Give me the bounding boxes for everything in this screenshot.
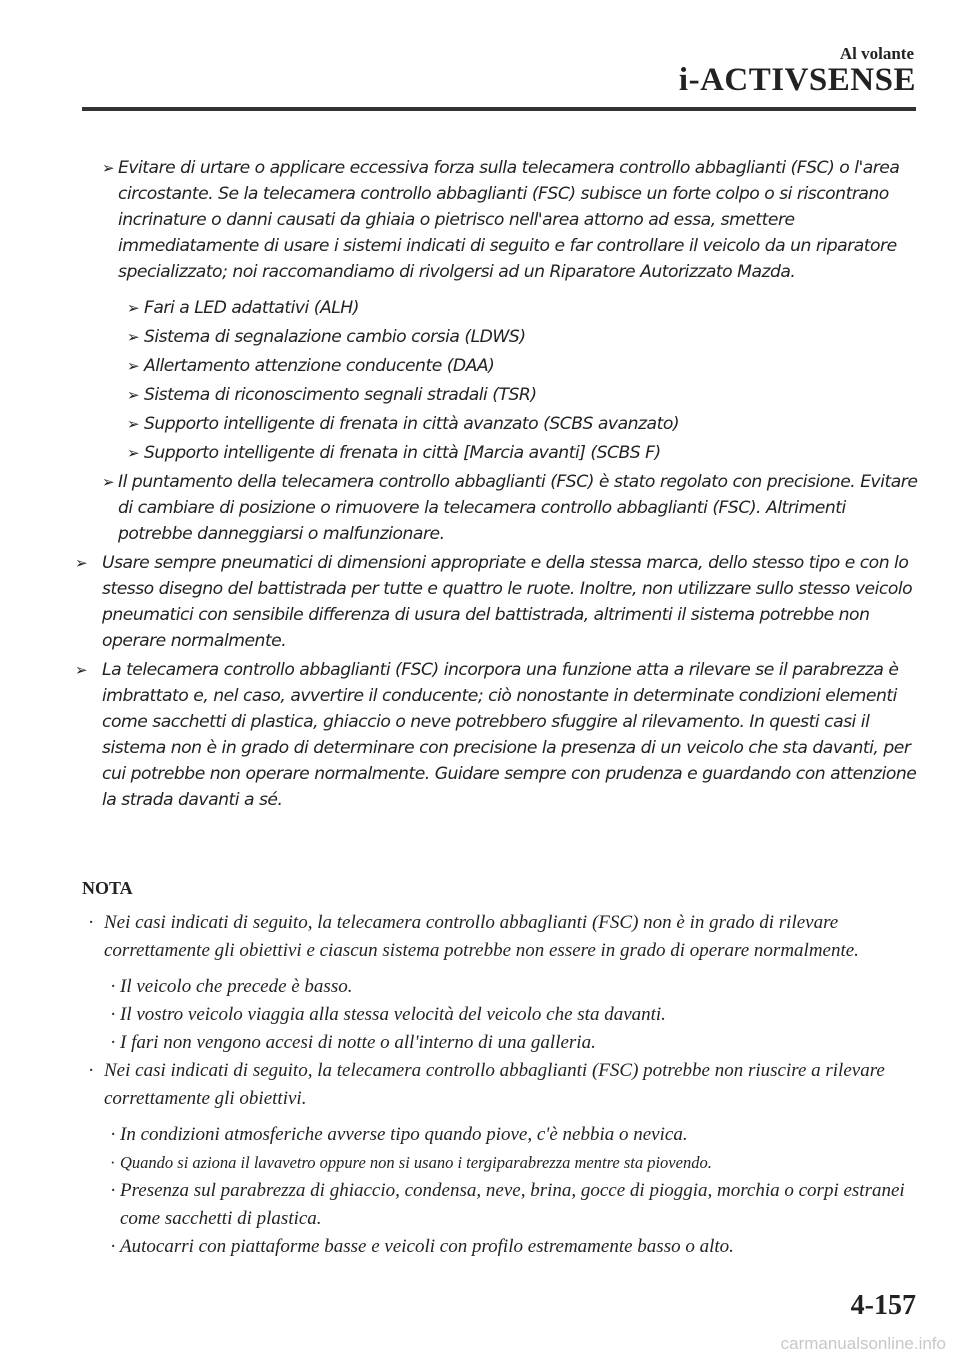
system-item: [72, 382, 920, 408]
chapter-title: i-ACTIVSENSE: [678, 62, 916, 98]
condition-item: [82, 1121, 912, 1149]
condition-list: [82, 1121, 912, 1261]
system-item: [72, 411, 920, 437]
caution-item: [72, 469, 920, 547]
condition-text: Il veicolo che precede è basso.: [120, 976, 353, 997]
condition-text: Il vostro veicolo viaggia alla stessa velocità del veicolo che sta davanti.: [120, 1004, 666, 1025]
section-label: Al volante: [839, 44, 914, 63]
arrow-bullet-icon: ➢: [75, 554, 88, 572]
dot-bullet-icon: ·: [88, 912, 95, 933]
dot-bullet-icon: ·: [88, 1060, 95, 1081]
condition-item: [82, 1177, 912, 1233]
note-text: Nei casi indicati di seguito, la telecamera controllo abbaglianti (FSC) potrebbe non riuscire a rilevare correttamente gli obiettivi.: [104, 1060, 885, 1109]
caution-text: Il puntamento della telecamera controllo abbaglianti (FSC) è stato regolato con precisione. Evitare di cambiare di posizione o rimuovere la telecamera controllo abbaglianti (FSC). Altrimenti potrebbe danneggiarsi o malfunzionare.: [118, 472, 918, 544]
system-item: [72, 353, 920, 379]
dot-bullet-icon: ·: [110, 1153, 116, 1172]
arrow-bullet-icon: ➢: [127, 444, 140, 462]
condition-text: Quando si aziona il lavavetro oppure non si usano i tergiparabrezza mentre sta piovendo.: [120, 1153, 712, 1172]
caution-item: [72, 550, 920, 654]
arrow-bullet-icon: ➢: [127, 299, 140, 317]
caution-item: [72, 657, 920, 813]
arrow-bullet-icon: ➢: [127, 357, 140, 375]
arrow-bullet-icon: ➢: [102, 473, 115, 491]
note-text: Nei casi indicati di seguito, la telecamera controllo abbaglianti (FSC) non è in grado di rilevare correttamente gli obiettivi e ciascun sistema potrebbe non essere in grado di operare normalmente.: [104, 912, 859, 961]
system-item-label: Fari a LED adattativi (ALH): [144, 298, 359, 318]
note-item: [82, 909, 912, 965]
caution-item: [72, 155, 920, 285]
condition-list: [82, 973, 912, 1057]
dot-bullet-icon: ·: [110, 976, 117, 997]
condition-text: Autocarri con piattaforme basse e veicoli con profilo estremamente basso o alto.: [120, 1236, 734, 1257]
system-item-label: Allertamento attenzione conducente (DAA): [144, 356, 495, 376]
watermark: carmanualsonline.info: [780, 1334, 946, 1353]
system-item: [72, 295, 920, 321]
system-list: [72, 295, 920, 466]
system-item-label: Supporto intelligente di frenata in città [Marcia avanti] (SCBS F): [144, 443, 661, 463]
caution-text: La telecamera controllo abbaglianti (FSC) incorpora una funzione atta a rilevare se il parabrezza è imbrattato e, nel caso, avvertire il conducente; ciò nonostante in determinate condizioni elementi come sacchetti di plastica, ghiaccio o neve potrebbero sfuggire al rilevamento. In questi casi il sistema non è in grado di determinare con precisione la presenza di un veicolo che sta davanti, per cui potrebbe non operare normalmente. Guidare sempre con prudenza e guardando con attenzione la strada davanti a sé.: [102, 660, 917, 810]
note-item: [82, 1057, 912, 1113]
note-heading: NOTA: [82, 878, 133, 898]
dot-bullet-icon: ·: [110, 1180, 117, 1201]
system-item: [72, 324, 920, 350]
arrow-bullet-icon: ➢: [127, 415, 140, 433]
system-item-label: Sistema di segnalazione cambio corsia (LDWS): [144, 327, 526, 347]
dot-bullet-icon: ·: [110, 1032, 117, 1053]
system-item-label: Supporto intelligente di frenata in città avanzato (SCBS avanzato): [144, 414, 680, 434]
condition-item: [82, 1029, 912, 1057]
dot-bullet-icon: ·: [110, 1236, 117, 1257]
arrow-bullet-icon: ➢: [75, 661, 88, 679]
page-number: 4-157: [850, 1290, 916, 1321]
caution-text: Usare sempre pneumatici di dimensioni appropriate e della stessa marca, dello stesso tipo e con lo stesso disegno del battistrada per tutte e quattro le ruote. Inoltre, non utilizzare sullo stesso veicolo pneumatici con sensibile differenza di usura del battistrada, altrimenti il sistema potrebbe non operare normalmente.: [102, 553, 913, 651]
caution-list: [72, 155, 920, 813]
header-rule: [82, 107, 916, 111]
condition-text: In condizioni atmosferiche avverse tipo quando piove, c'è nebbia o nevica.: [120, 1124, 688, 1145]
dot-bullet-icon: ·: [110, 1124, 117, 1145]
condition-item: [82, 1149, 912, 1177]
caution-text: Evitare di urtare o applicare eccessiva forza sulla telecamera controllo abbaglianti (FSC) o l'area circostante. Se la telecamera controllo abbaglianti (FSC) subisce un forte colpo o si riscontrano incrinature o danni causati da ghiaia o pietrisco nell'area attorno ad essa, smettere immediatamente di usare i sistemi indicati di seguito e far controllare il veicolo da un riparatore specializzato; noi raccomandiamo di rivolgersi ad un Riparatore Autorizzato Mazda.: [118, 158, 900, 282]
arrow-bullet-icon: ➢: [102, 159, 115, 177]
note-section: [82, 878, 912, 1261]
arrow-bullet-icon: ➢: [127, 386, 140, 404]
condition-text: Presenza sul parabrezza di ghiaccio, condensa, neve, brina, gocce di pioggia, morchia o corpi estranei come sacchetti di plastica.: [120, 1180, 905, 1229]
system-item-label: Sistema di riconoscimento segnali stradali (TSR): [144, 385, 537, 405]
system-item: [72, 440, 920, 466]
condition-item: [82, 1233, 912, 1261]
arrow-bullet-icon: ➢: [127, 328, 140, 346]
condition-item: [82, 973, 912, 1001]
condition-text: I fari non vengono accesi di notte o all'interno di una galleria.: [120, 1032, 596, 1053]
condition-item: [82, 1001, 912, 1029]
dot-bullet-icon: ·: [110, 1004, 117, 1025]
